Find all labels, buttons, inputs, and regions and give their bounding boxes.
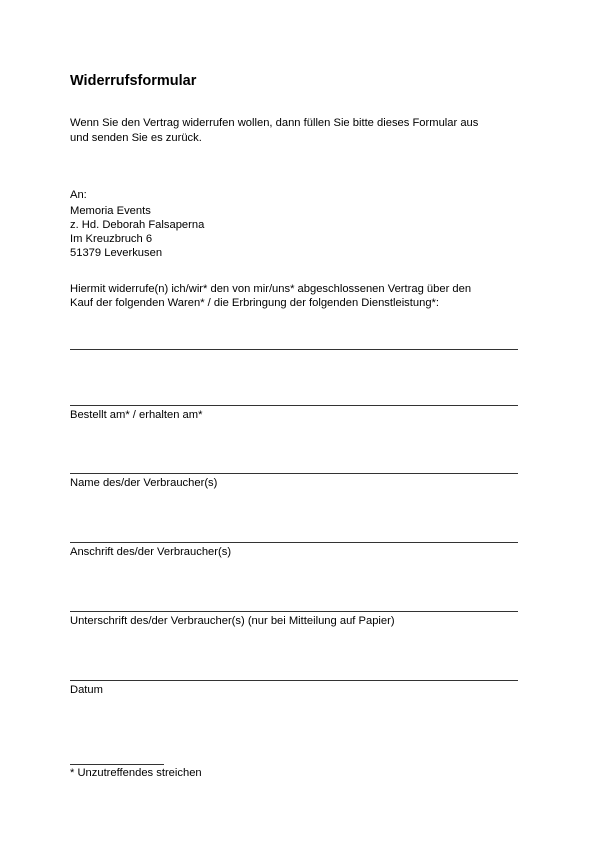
recipient-street: Im Kreuzbruch 6 [70,233,153,245]
goods-line-2[interactable] [70,405,518,406]
recipient-city: 51379 Leverkusen [70,247,163,259]
date-label: Datum [70,684,103,696]
address-line[interactable] [70,542,518,543]
intro-line-2: und senden Sie es zurück. [70,132,202,144]
address-label: Anschrift des/der Verbraucher(s) [70,546,232,558]
footnote-separator [70,764,164,765]
form-title: Widerrufsformular [70,73,197,89]
signature-line[interactable] [70,611,518,612]
statement-line-1: Hiermit widerrufe(n) ich/wir* den von mir/uns* abgeschlossenen Vertrag über den [70,283,472,295]
date-line[interactable] [70,680,518,681]
signature-label: Unterschrift des/der Verbraucher(s) (nur bei Mitteilung auf Papier) [70,615,395,627]
recipient-contact: z. Hd. Deborah Falsaperna [70,219,205,231]
name-label: Name des/der Verbraucher(s) [70,477,218,489]
footnote: * Unzutreffendes streichen [70,767,202,779]
name-line[interactable] [70,473,518,474]
recipient-label: An: [70,189,87,201]
goods-line-1[interactable] [70,349,518,350]
recipient-company: Memoria Events [70,205,151,217]
ordered-date-label: Bestellt am* / erhalten am* [70,409,203,421]
statement-line-2: Kauf der folgenden Waren* / die Erbringung der folgenden Dienstleistung*: [70,297,440,309]
intro-line-1: Wenn Sie den Vertrag widerrufen wollen, dann füllen Sie bitte dieses Formular aus [70,117,479,129]
